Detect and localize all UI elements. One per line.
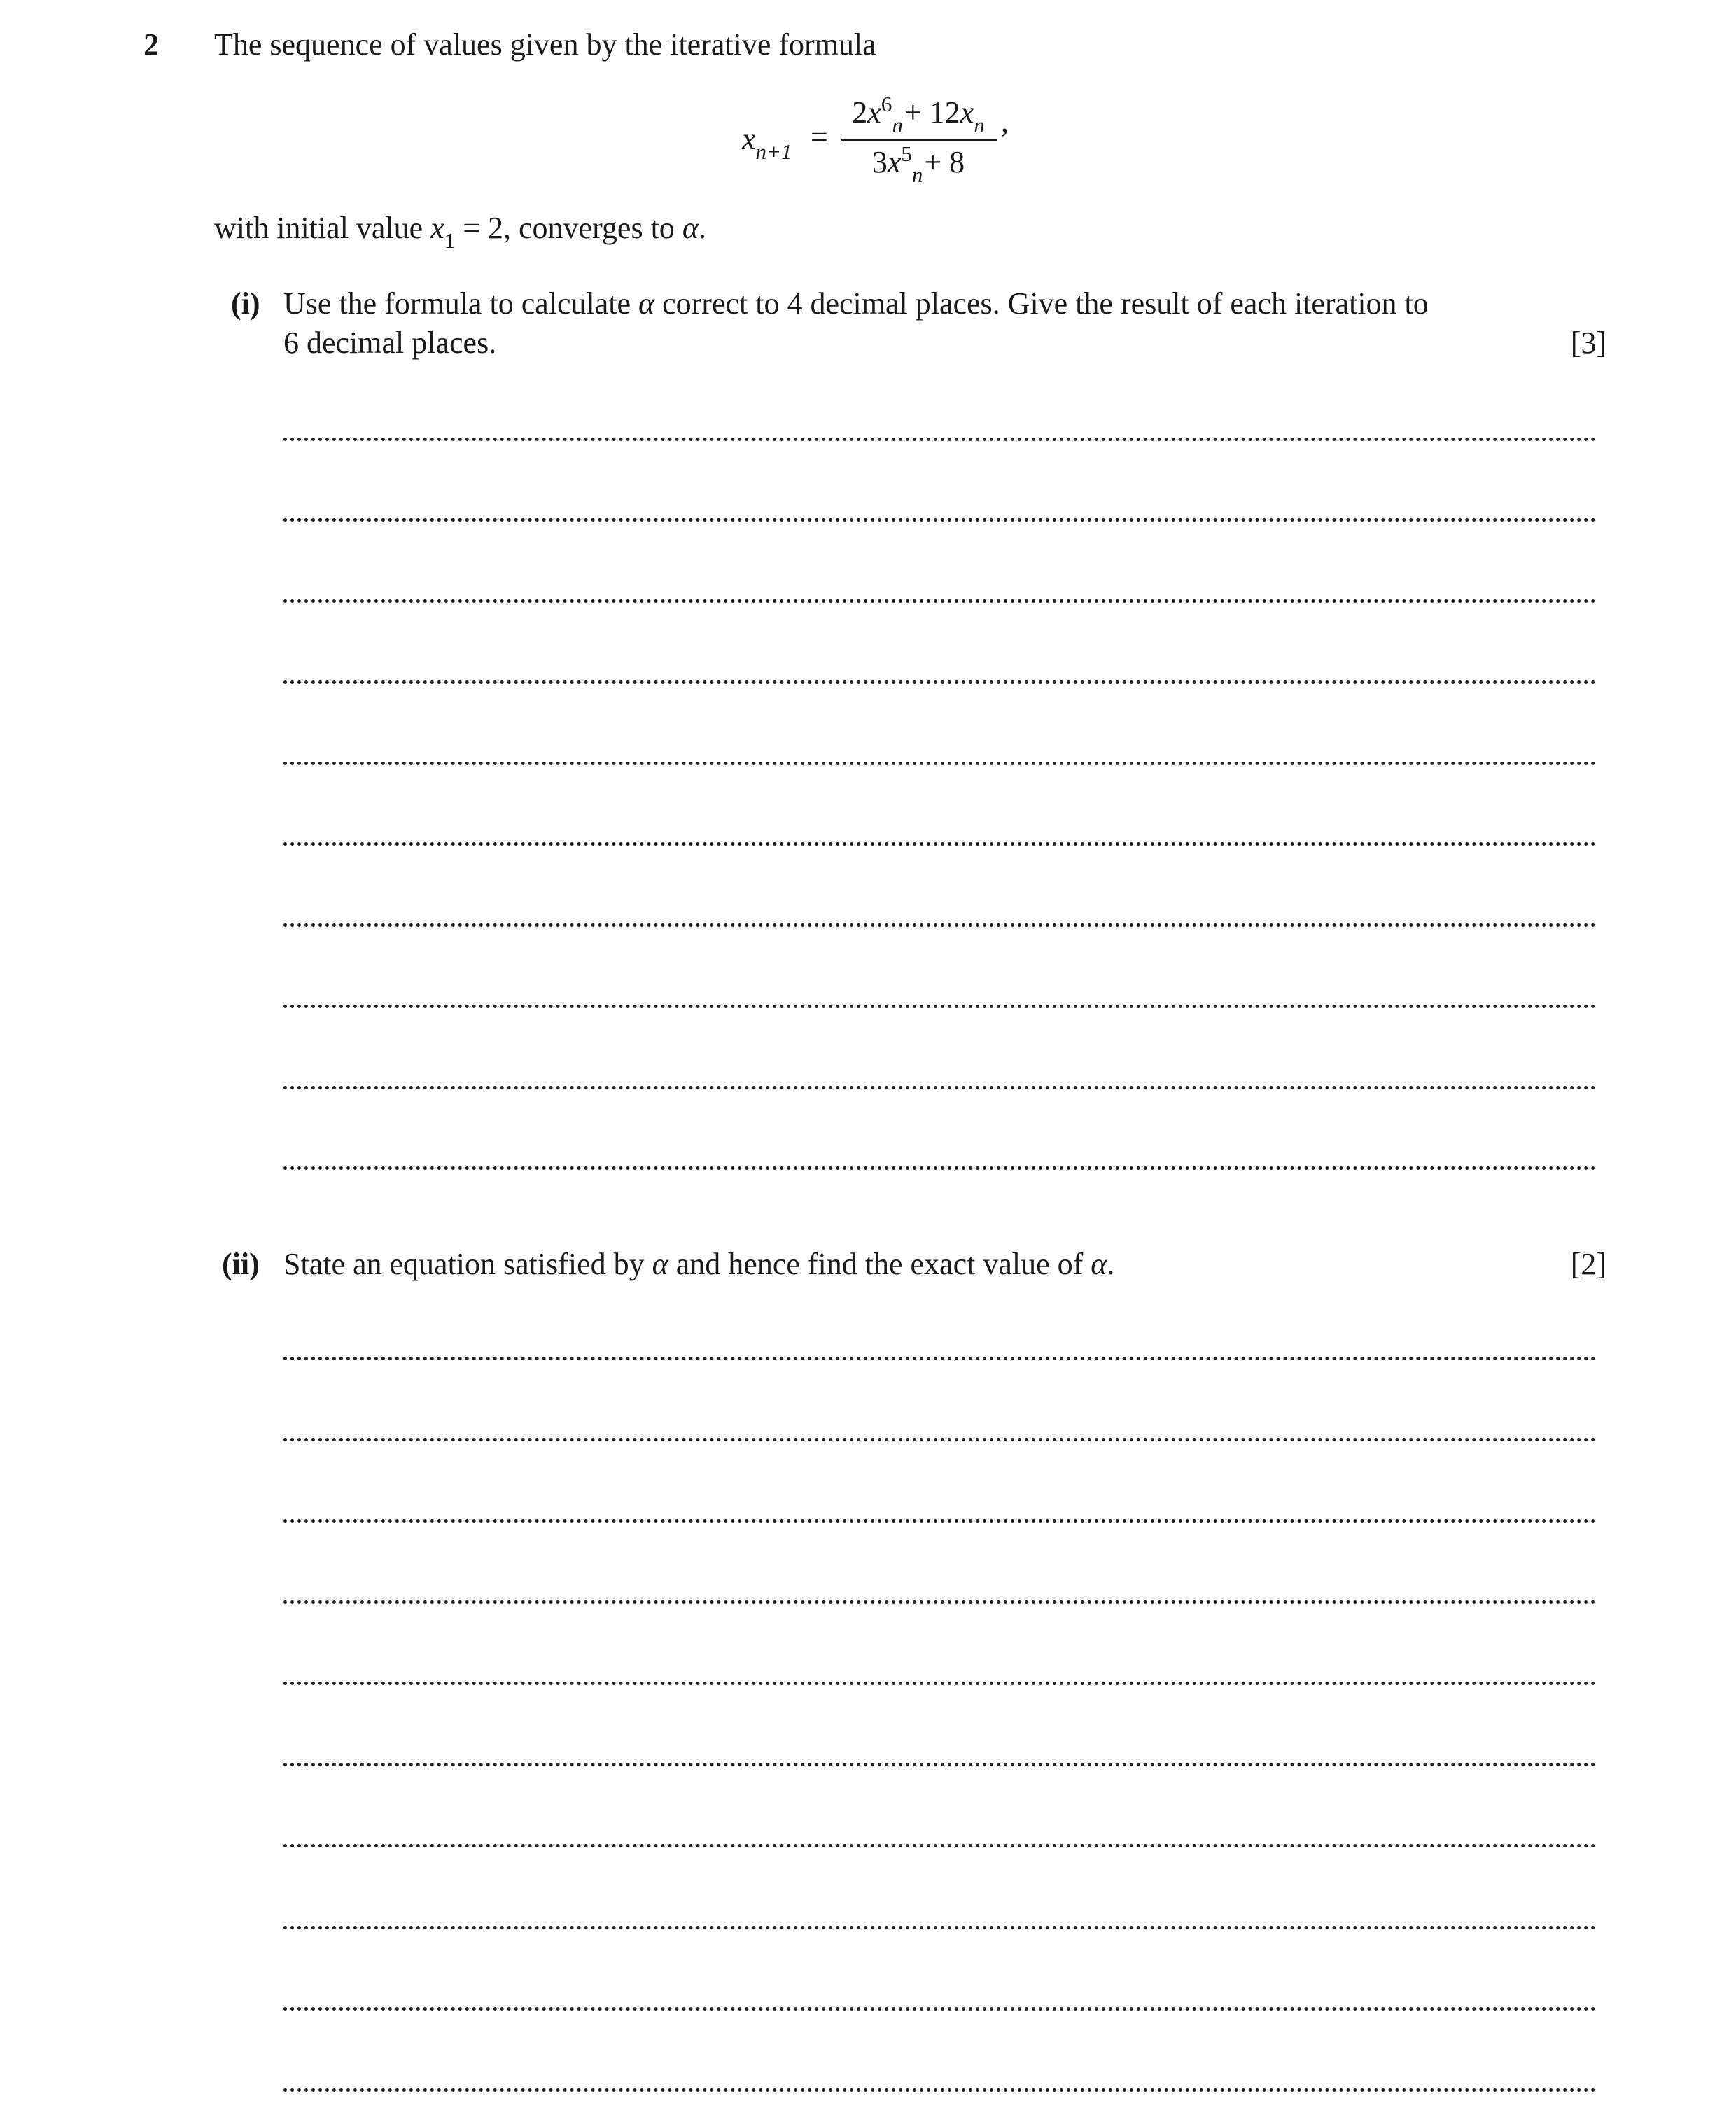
fraction-bar	[841, 139, 997, 141]
part-ii-label: (ii)	[222, 1247, 260, 1281]
answer-line[interactable]	[284, 518, 1596, 522]
part-i-label: (i)	[231, 286, 260, 321]
formula-numerator: $2x^6_n + 12x_n$	[852, 92, 985, 137]
answer-line[interactable]	[284, 1763, 1596, 1766]
answer-line[interactable]	[284, 438, 1596, 441]
answer-line[interactable]	[284, 762, 1596, 765]
formula-comma: ,	[1001, 104, 1009, 139]
answer-line[interactable]	[284, 1166, 1596, 1170]
answer-line[interactable]	[284, 842, 1596, 846]
answer-line[interactable]	[284, 2007, 1596, 2011]
answer-line[interactable]	[284, 1086, 1596, 1089]
formula-lhs: $x_{n+1}$	[742, 122, 792, 164]
part-ii-line1: State an equation satisfied by α and hence find the exact value of α.	[284, 1247, 1115, 1281]
part-i-line1: Use the formula to calculate α correct to 4 decimal places. Give the result of each iteration to	[284, 286, 1429, 321]
answer-line[interactable]	[284, 1926, 1596, 1929]
part-i-marks: [3]	[1570, 326, 1606, 360]
answer-line[interactable]	[284, 680, 1596, 684]
formula-equals: =	[811, 120, 828, 154]
answer-line[interactable]	[284, 1357, 1596, 1360]
answer-line[interactable]	[284, 1600, 1596, 1604]
answer-line[interactable]	[284, 1519, 1596, 1523]
answer-line[interactable]	[284, 923, 1596, 927]
answer-line[interactable]	[284, 1844, 1596, 1847]
answer-line[interactable]	[284, 2088, 1596, 2092]
part-i-line2: 6 decimal places.	[284, 326, 497, 360]
initial-value-text: with initial value $x_1 = 2$, converges to α.	[214, 211, 706, 253]
answer-line[interactable]	[284, 599, 1596, 603]
question-number: 2	[144, 27, 159, 62]
question-intro: The sequence of values given by the iterative formula	[214, 27, 876, 62]
part-ii-marks: [2]	[1570, 1247, 1606, 1281]
answer-line[interactable]	[284, 1005, 1596, 1008]
formula-denominator: $3x^5_n + 8$	[872, 141, 965, 187]
answer-line[interactable]	[284, 1682, 1596, 1685]
answer-line[interactable]	[284, 1438, 1596, 1441]
